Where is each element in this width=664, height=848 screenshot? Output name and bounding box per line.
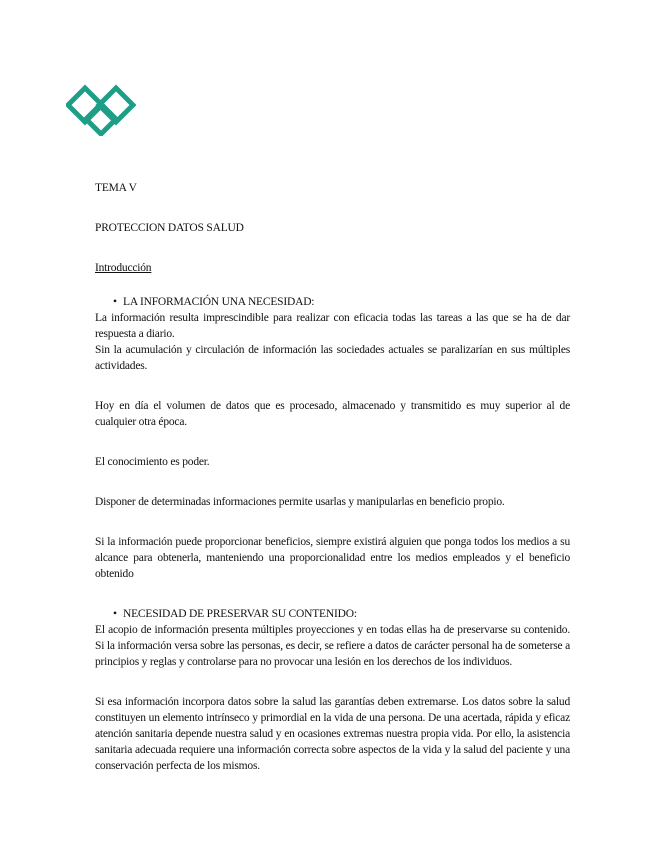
bullet-symbol: • — [113, 296, 117, 308]
document-subtitle: PROTECCION DATOS SALUD — [95, 222, 244, 234]
teal-diamond-logo-icon — [66, 84, 136, 136]
document-body — [95, 180, 570, 774]
paragraph-4: Disponer de determinadas informaciones permite usarlas y manipularlas en beneficio propio. — [95, 496, 505, 508]
paragraph-2: Hoy en día el volumen de datos que es procesado, almacenado y transmitido es muy superior al de cualquier otra época. — [95, 400, 570, 428]
section-heading-introduccion: Introducción — [95, 262, 152, 274]
paragraph-3: El conocimiento es poder. — [95, 456, 210, 468]
bullet-preservar-contenido — [113, 606, 570, 622]
paragraph-1a: La información resulta imprescindible para realizar con eficacia todas las tareas a las que se ha de dar respuesta a diario. — [95, 312, 570, 340]
paragraph-5: Si la información puede proporcionar beneficios, siempre existirá alguien que ponga todos los medios a su alcance para obtenerla, manteniendo una proporcionalidad entre los medios empleados y el beneficio obtenido — [95, 536, 570, 580]
paragraph-1b: Sin la acumulación y circulación de información las sociedades actuales se paralizarían en sus múltiples actividades. — [95, 344, 570, 372]
bullet-label: LA INFORMACIÓN UNA NECESIDAD: — [123, 296, 315, 308]
bullet-informacion-necesidad — [113, 294, 570, 310]
document-title: TEMA V — [95, 182, 137, 194]
bullet-label: NECESIDAD DE PRESERVAR SU CONTENIDO: — [123, 608, 357, 620]
bullet-symbol: • — [113, 608, 117, 620]
paragraph-7: Si esa información incorpora datos sobre la salud las garantías deben extremarse. Los datos sobre la salud constituyen un elemento intrínseco y primordial en la vida de una persona. De una acertada, rápida y eficaz atención sanitaria depende nuestra salud y en ocasiones extremas nuestra propia vida. Por ello, la asistencia sanitaria adecuada requiere una información correcta sobre aspectos de la vida y la salud del paciente y una conservación perfecta de los mismos. — [95, 696, 570, 772]
paragraph-6: El acopio de información presenta múltiples proyecciones y en todas ellas ha de preservarse su contenido. Si la información versa sobre las personas, es decir, se refiere a datos de carácter personal ha de someterse a principios y reglas y controlarse para no provocar una lesión en los derechos de los individuos. — [95, 624, 570, 668]
